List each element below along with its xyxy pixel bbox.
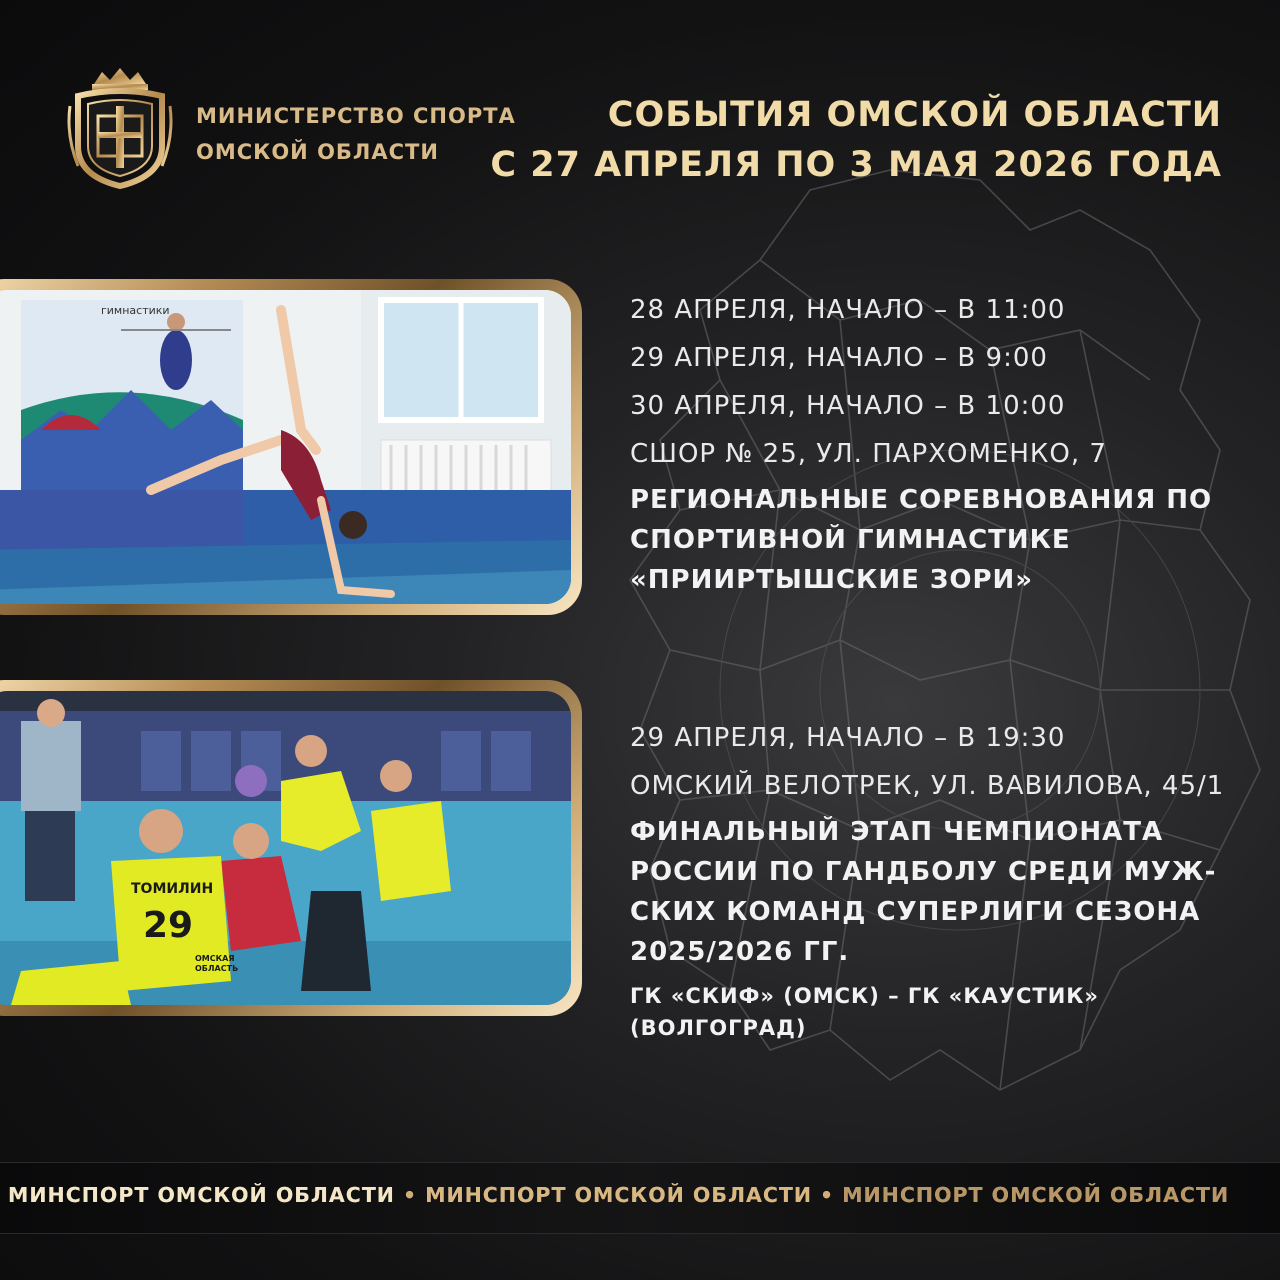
event-gymnastics [630,286,1250,600]
jersey-sponsor-2: ОБЛАСТЬ [195,964,239,973]
event-title-line: «ПРИИРТЫШСКИЕ ЗОРИ» [630,565,1034,595]
event-handball [630,714,1250,1044]
page-title [490,90,1222,190]
event-title-line: РЕГИОНАЛЬНЫЕ СОРЕВНОВАНИЯ ПО [630,485,1213,515]
gymnastics-photo [0,290,571,604]
event-title [630,480,1250,600]
coat-of-arms-icon [64,66,176,190]
ministry-line-2: ОМСКОЙ ОБЛАСТИ [196,140,439,164]
jersey-name: ТОМИЛИН [131,881,214,897]
handball-photo [0,691,571,1005]
event-venue: ОМСКИЙ ВЕЛОТРЕК, УЛ. ВАВИЛОВА, 45/1 [630,771,1225,801]
event-photo-frame-gymnastics [0,279,582,615]
ministry-line-1: МИНИСТЕРСТВО СПОРТА [196,104,516,128]
banner-text: гимнастики [101,304,170,317]
event-title-line: СКИХ КОМАНД СУПЕРЛИГИ СЕЗОНА [630,897,1201,927]
event-photo-frame-handball [0,680,582,1016]
headline-line-2: С 27 АПРЕЛЯ ПО 3 МАЯ 2026 ГОДА [490,145,1222,185]
jersey-number: 29 [143,905,194,946]
event-date-line: 29 АПРЕЛЯ, НАЧАЛО – В 19:30 [630,723,1066,753]
ticker-item: МИНСПОРТ ОМСКОЙ ОБЛАСТИ [8,1183,395,1207]
event-title-line: ФИНАЛЬНЫЙ ЭТАП ЧЕМПИОНАТА [630,817,1164,847]
ticker-separator: • [395,1183,425,1207]
ticker-separator: • [812,1183,842,1207]
event-teams-line: (ВОЛГОГРАД) [630,1016,807,1040]
event-date-line: 30 АПРЕЛЯ, НАЧАЛО – В 10:00 [630,391,1066,421]
ministry-name [196,98,516,170]
event-date-line: 29 АПРЕЛЯ, НАЧАЛО – В 9:00 [630,343,1048,373]
ticker-item: МИНСПОРТ ОМСКОЙ ОБЛАСТИ [425,1183,813,1207]
ticker-item: МИНСПОРТ ОМСКОЙ ОБЛАСТИ [842,1183,1230,1207]
footer-ticker [0,1162,1280,1234]
event-title-line: СПОРТИВНОЙ ГИМНАСТИКЕ [630,525,1071,555]
event-venue: СШОР № 25, УЛ. ПАРХОМЕНКО, 7 [630,439,1107,469]
event-title-line: 2025/2026 ГГ. [630,937,850,967]
event-date-line: 28 АПРЕЛЯ, НАЧАЛО – В 11:00 [630,295,1066,325]
event-title-line: РОССИИ ПО ГАНДБОЛУ СРЕДИ МУЖ- [630,857,1217,887]
event-teams-line: ГК «СКИФ» (ОМСК) – ГК «КАУСТИК» [630,984,1099,1008]
headline-line-1: СОБЫТИЯ ОМСКОЙ ОБЛАСТИ [607,95,1222,135]
event-title [630,812,1250,972]
event-teams [630,980,1250,1044]
jersey-sponsor-1: ОМСКАЯ [195,954,235,963]
